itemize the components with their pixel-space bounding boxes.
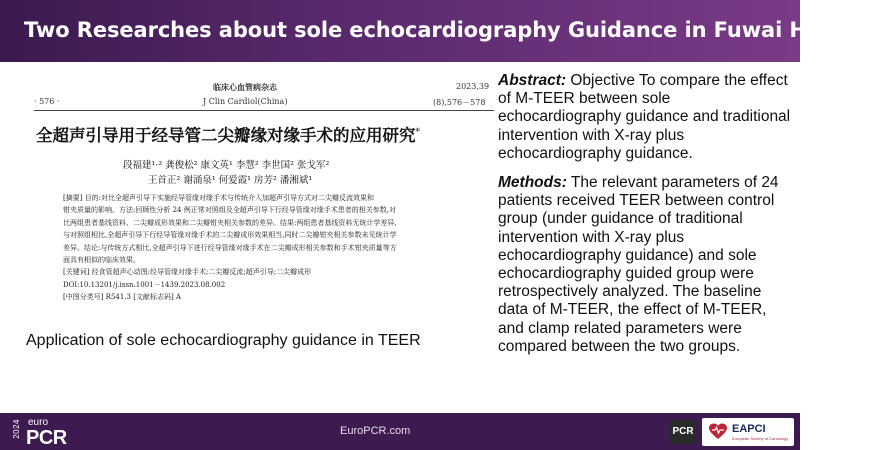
abstract-line: 面具有相似的临床效果。 — [63, 256, 140, 265]
paper-title-text: 全超声引导用于经导管二尖瓣缘对缘手术的应用研究 — [36, 126, 416, 145]
journal-cn: 临床心血管病杂志 — [213, 82, 277, 92]
journal-year-vol: 2023,39 — [456, 82, 490, 91]
paper-abstract — [63, 192, 473, 304]
eapci-logo — [702, 418, 794, 446]
title-bar — [0, 0, 887, 62]
paper-authors-line2: 王首正² 谢涌泉¹ 何爱霞¹ 房芳² 潘湘斌¹ — [148, 175, 313, 186]
logo-year: 2024 — [12, 419, 21, 439]
eapci-label: EAPCI — [732, 423, 766, 435]
footer-bar — [0, 413, 800, 450]
europcr-logo — [6, 415, 80, 449]
logo-euro: euro — [28, 417, 49, 428]
paper-excerpt-image — [28, 80, 498, 330]
abstract-line: DOI:10.13201/j.issn.1001－1439.2023.08.002 — [63, 280, 226, 289]
paper-title — [36, 122, 496, 146]
journal-en: J Clin Cardiol(China) — [203, 97, 288, 106]
abstract-line: [摘要] 目的:对比全超声引导下实施经导管缘对缘手术与传统介入加超声引导方式对二尖瓣反流效果和 — [63, 194, 375, 202]
journal-pages: (8),576－578 — [433, 98, 486, 107]
summary-text — [498, 72, 794, 367]
abstract-line: 与对照组相比,全超声引导下行经导管缘对缘手术的二尖瓣成形效果相当,同时二尖瓣钳夹相关参数未见统计学 — [63, 231, 397, 240]
heart-icon — [708, 422, 728, 442]
abstract-line: [中图分类号] R541.3 [文献标志码] A — [63, 293, 181, 302]
paper-title-mark: * — [415, 127, 420, 138]
abstract-line: [关键词] 经食管超声心动图;经导管缘对缘手术;二尖瓣反流;超声引导;二尖瓣成形 — [63, 268, 312, 277]
header-rule — [34, 110, 494, 111]
abstract-line: 比两组患者基线资料、二尖瓣成形效果和二尖瓣钳夹相关参数的差异。结果:两组患者基线资料无统计学差异, — [63, 218, 397, 227]
abstract-paragraph — [498, 72, 794, 163]
abstract-label: Abstract: — [498, 72, 567, 89]
image-caption: Application of sole echocardiography guidance in TEER — [26, 332, 421, 349]
methods-paragraph — [498, 174, 794, 356]
abstract-line: 差异。结论:与传统方式相比,全超声引导下进行经导管缘对缘手术在二尖瓣成形相关参数和手术钳夹质量等方 — [63, 243, 397, 252]
pcr-badge: PCR — [670, 420, 696, 444]
page-marker: · 576 · — [34, 97, 60, 106]
logo-pcr: PCR — [26, 427, 67, 449]
methods-text: The relevant parameters of 24 patients received TEER between control group (under guidance of traditional intervention with X-ray plus echocardiography guidance) and sole echocardiography guided group were retrospectively analyzed. The baseline data of M-TEER, the effect of M-TEER, and clamp related parameters were compared between the two groups. — [498, 174, 779, 355]
methods-label: Methods: — [498, 174, 567, 192]
eapci-sublabel: European Society of Cardiology — [732, 436, 789, 441]
paper-authors-line1: 段福建¹·² 龚俊松² 康文英¹ 李慧² 李世国² 张戈军² — [123, 160, 330, 171]
footer-url: EuroPCR.com — [340, 425, 411, 437]
abstract-text: Objective To compare the effect of M-TEER between sole echocardiography guidance and traditional intervention with X-ray plus echocardiography guidance. — [498, 72, 791, 162]
abstract-line: 钳夹质量的影响。方法:回顾性分析 24 例正常对照组及全超声引导下行经导管缘对缘手术患者的相关参数,对 — [63, 206, 396, 215]
slide-title: Two Researches about sole echocardiography Guidance in Fuwai Hospital — [24, 18, 887, 42]
